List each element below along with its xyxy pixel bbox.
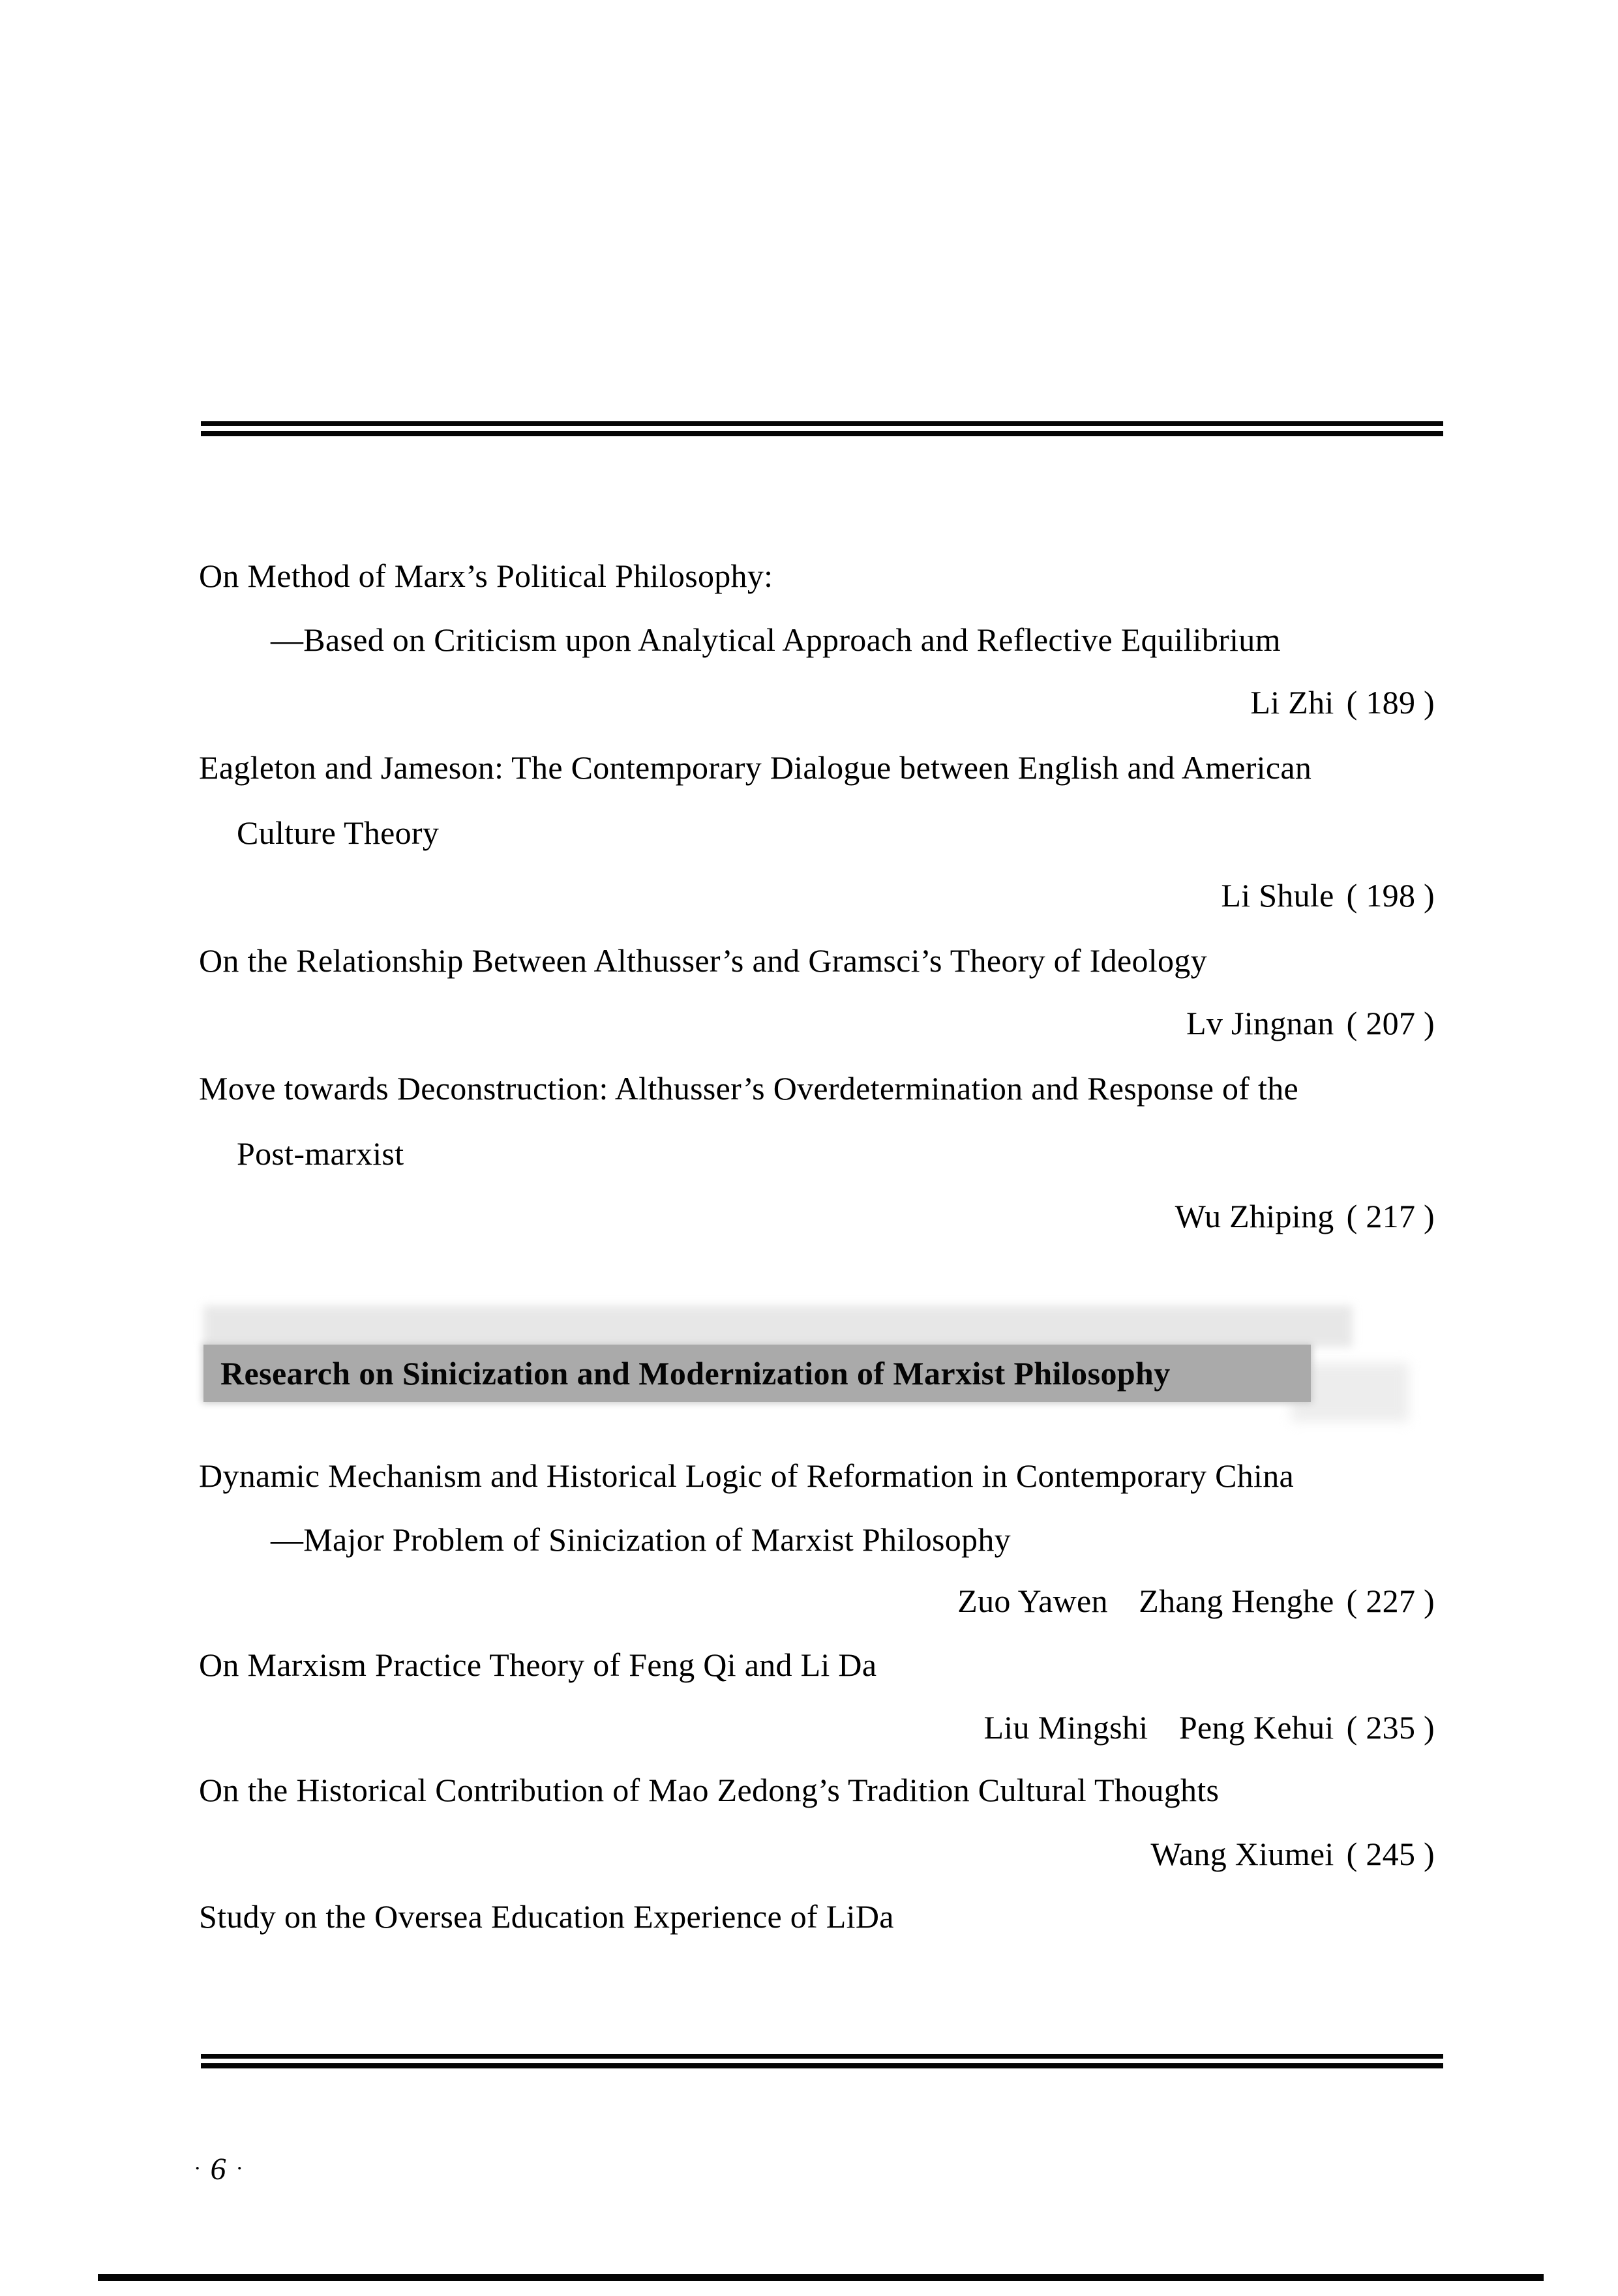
page-number: ( 227 ): [1346, 1583, 1435, 1619]
toc-author-line: [199, 682, 1435, 723]
entry-text: On the Historical Contribution of Mao Zedong’s Tradition Cultural Thoughts: [199, 1772, 1220, 1808]
toc-entry-title: [199, 1896, 1435, 1937]
section-header-banner: [203, 1345, 1311, 1402]
toc-author-line: [199, 1196, 1435, 1236]
toc-author-line: [199, 1003, 1435, 1043]
entry-text: Post-marxist: [237, 1135, 404, 1172]
entry-text: Culture Theory: [237, 814, 440, 851]
author-name: Li Zhi: [1250, 684, 1334, 721]
entry-text: —Based on Criticism upon Analytical Approach and Reflective Equilibrium: [271, 621, 1281, 658]
bottom-double-rule-line-1: [201, 2054, 1443, 2059]
entry-text: Dynamic Mechanism and Historical Logic of Reformation in Contemporary China: [199, 1457, 1295, 1494]
toc-entry-continuation: [199, 813, 1435, 853]
bottom-edge-line: [98, 2274, 1544, 2281]
page-number: ( 189 ): [1346, 684, 1435, 721]
entry-text: Study on the Oversea Education Experience of LiDa: [199, 1898, 894, 1935]
page-number: ( 217 ): [1346, 1198, 1435, 1234]
entry-text: —Major Problem of Sinicization of Marxist Philosophy: [271, 1521, 1011, 1558]
page-number: ( 245 ): [1346, 1836, 1435, 1872]
footer-page-number: [194, 2149, 243, 2189]
page-number-value: 6: [210, 2152, 228, 2186]
author-name: Wang Xiumei: [1150, 1836, 1334, 1872]
toc-author-line: [199, 875, 1435, 916]
toc-entry-title: [199, 940, 1435, 981]
entry-text: Eagleton and Jameson: The Contemporary Dialogue between English and American: [199, 749, 1312, 786]
toc-entry-title: [199, 1068, 1435, 1109]
page-number: ( 235 ): [1346, 1709, 1435, 1746]
author-name: Peng Kehui: [1178, 1709, 1334, 1746]
toc-entry-continuation: [199, 1133, 1435, 1174]
bottom-double-rule-line-2: [201, 2063, 1443, 2068]
author-name: Zuo Yawen: [957, 1583, 1108, 1619]
entry-text: On Method of Marx’s Political Philosophy:: [199, 558, 773, 594]
page-number-dot: ·: [236, 2156, 243, 2181]
page-number: ( 207 ): [1346, 1005, 1435, 1041]
toc-author-line: [199, 1581, 1435, 1621]
author-name: Li Shule: [1221, 877, 1334, 914]
section-header-title: Research on Sinicization and Modernization of Marxist Philosophy: [220, 1355, 1171, 1392]
table-of-contents: [199, 0, 1435, 2296]
author-name: Wu Zhiping: [1175, 1198, 1334, 1234]
toc-entry-title: [199, 1455, 1435, 1496]
author-name: Zhang Henghe: [1139, 1583, 1334, 1619]
toc-author-line: [199, 1834, 1435, 1874]
toc-entry-title: [199, 1770, 1435, 1810]
toc-entry-title: [199, 1645, 1435, 1685]
entry-text: Move towards Deconstruction: Althusser’s Overdetermination and Response of the: [199, 1070, 1299, 1107]
author-name: Liu Mingshi: [983, 1709, 1148, 1746]
entry-text: On the Relationship Between Althusser’s and Gramsci’s Theory of Ideology: [199, 942, 1207, 979]
toc-entry-subtitle: [199, 1519, 1435, 1560]
entry-text: On Marxism Practice Theory of Feng Qi and Li Da: [199, 1647, 877, 1683]
page-number-dot: ·: [194, 2156, 202, 2181]
page-number: ( 198 ): [1346, 877, 1435, 914]
toc-entry-title: [199, 747, 1435, 788]
toc-entry-title: [199, 556, 1435, 596]
scan-smudge: [203, 1305, 1353, 1347]
toc-entry-subtitle: [199, 619, 1435, 660]
toc-author-line: [199, 1707, 1435, 1748]
author-name: Lv Jingnan: [1186, 1005, 1334, 1041]
